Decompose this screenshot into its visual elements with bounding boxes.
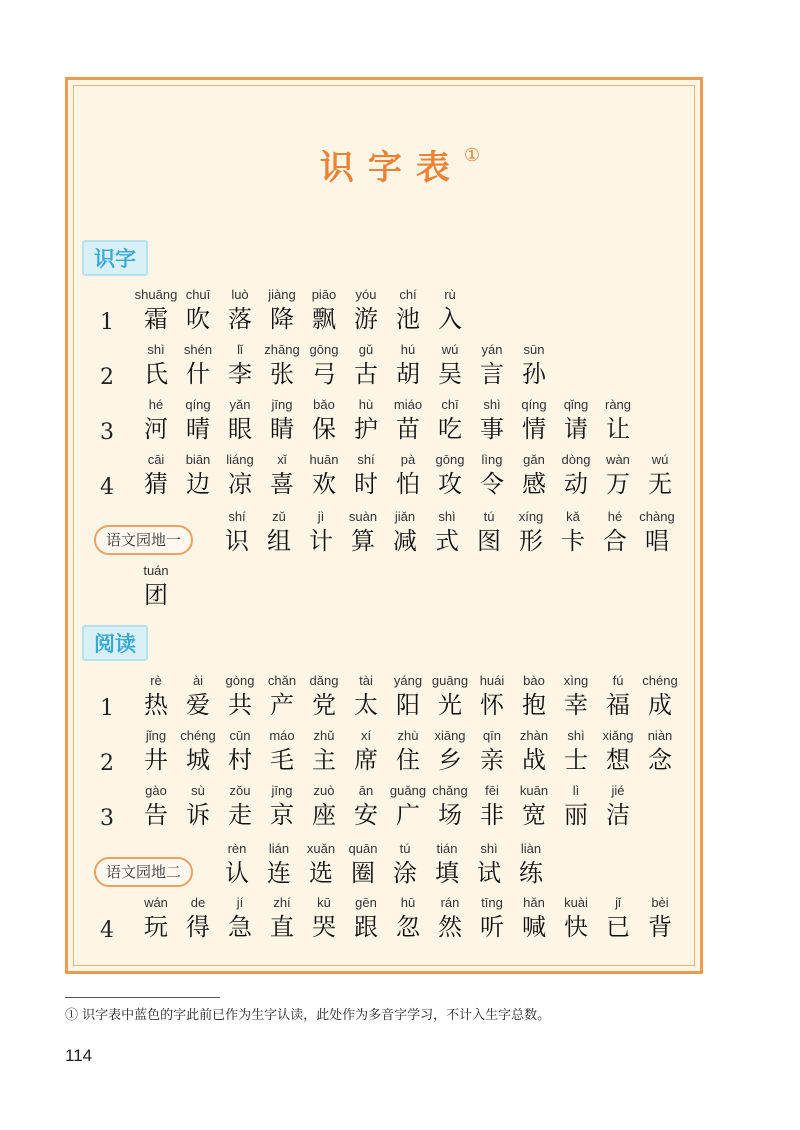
pinyin: chàng	[639, 509, 675, 524]
row-number: 4	[100, 918, 114, 943]
character-cell	[630, 727, 690, 775]
pinyin: yǎn	[229, 397, 251, 412]
hanzi: 走	[228, 801, 252, 829]
pinyin: qíng	[185, 397, 211, 412]
pinyin: sù	[191, 783, 205, 798]
pinyin: chéng	[642, 673, 678, 688]
hanzi: 党	[312, 691, 336, 719]
pinyin: fú	[612, 673, 624, 688]
hanzi: 快	[564, 913, 588, 941]
pinyin: huān	[309, 452, 339, 467]
hanzi: 太	[354, 691, 378, 719]
hanzi: 李	[228, 360, 252, 388]
pinyin: chéng	[180, 728, 216, 743]
hanzi: 洁	[606, 801, 630, 829]
pinyin: shì	[480, 841, 498, 856]
hanzi: 背	[648, 913, 672, 941]
hanzi: 涂	[393, 859, 417, 887]
pinyin: hū	[400, 895, 416, 910]
pinyin: chǎn	[267, 673, 297, 688]
hanzi: 丽	[564, 801, 588, 829]
pinyin: rán	[440, 895, 460, 910]
hanzi: 孙	[522, 360, 546, 388]
pinyin: rè	[150, 673, 162, 688]
row-number: 4	[100, 475, 114, 500]
pinyin: jiàng	[268, 287, 296, 302]
pinyin: tián	[436, 841, 458, 856]
pinyin: miáo	[393, 397, 423, 412]
hanzi: 令	[480, 470, 504, 498]
pinyin: jié	[611, 783, 625, 798]
pinyin: jīng	[271, 397, 293, 412]
hanzi: 弓	[312, 360, 336, 388]
hanzi: 成	[648, 691, 672, 719]
pinyin: lì	[572, 783, 580, 798]
pinyin: tuán	[143, 563, 169, 578]
pinyin: chī	[441, 397, 459, 412]
pinyin: qīn	[482, 728, 502, 743]
pinyin: cūn	[229, 728, 251, 743]
pinyin: gēn	[355, 895, 377, 910]
hanzi: 座	[312, 801, 336, 829]
pinyin: jīng	[271, 783, 293, 798]
character-cell	[126, 562, 186, 610]
pinyin: zuò	[313, 783, 335, 798]
pinyin: chǎng	[432, 783, 468, 798]
pinyin: quān	[348, 841, 378, 856]
row-number: 2	[100, 751, 114, 776]
hanzi: 张	[270, 360, 294, 388]
hanzi: 古	[354, 360, 378, 388]
hanzi: 玩	[144, 913, 168, 941]
hanzi: 计	[309, 527, 333, 555]
hanzi: 席	[354, 746, 378, 774]
hanzi: 请	[564, 415, 588, 443]
hanzi: 跟	[354, 913, 378, 941]
pinyin: ràng	[604, 397, 632, 412]
pinyin: niàn	[647, 728, 673, 743]
hanzi: 河	[144, 415, 168, 443]
hanzi: 亲	[480, 746, 504, 774]
hanzi: 产	[270, 691, 294, 719]
section-label: 识字	[82, 240, 148, 276]
hanzi: 感	[522, 470, 546, 498]
hanzi: 让	[606, 415, 630, 443]
pinyin: tú	[399, 841, 411, 856]
page-title	[0, 140, 800, 189]
pinyin: rù	[444, 287, 456, 302]
pinyin: suàn	[348, 509, 378, 524]
hanzi: 欢	[312, 470, 336, 498]
pinyin: sūn	[523, 342, 545, 357]
hanzi: 场	[438, 801, 462, 829]
hanzi: 言	[480, 360, 504, 388]
hanzi: 安	[354, 801, 378, 829]
pinyin: tài	[359, 673, 373, 688]
hanzi: 减	[393, 527, 417, 555]
pinyin: xìng	[563, 673, 589, 688]
pinyin: shí	[357, 452, 375, 467]
hanzi: 主	[312, 746, 336, 774]
hanzi: 降	[270, 305, 294, 333]
hanzi: 共	[228, 691, 252, 719]
pinyin: shuāng	[134, 287, 178, 302]
hanzi: 氏	[144, 360, 168, 388]
hanzi: 非	[480, 801, 504, 829]
pinyin: wán	[144, 895, 168, 910]
hanzi: 喊	[522, 913, 546, 941]
pinyin: dòng	[561, 452, 591, 467]
hanzi: 幸	[564, 691, 588, 719]
pinyin: rèn	[227, 841, 247, 856]
pinyin: tīng	[481, 895, 503, 910]
pinyin: jì	[317, 509, 325, 524]
hanzi: 什	[186, 360, 210, 388]
pinyin: fēi	[485, 783, 499, 798]
pinyin: bèi	[651, 895, 669, 910]
hanzi: 组	[267, 527, 291, 555]
hanzi: 边	[186, 470, 210, 498]
character-cell	[420, 286, 480, 334]
pinyin: shì	[567, 728, 585, 743]
title-footnote-mark: ①	[463, 144, 481, 166]
hanzi: 住	[396, 746, 420, 774]
hanzi: 形	[519, 527, 543, 555]
row-number: 1	[100, 310, 114, 335]
hanzi: 乡	[438, 746, 462, 774]
hanzi: 光	[438, 691, 462, 719]
hanzi: 情	[522, 415, 546, 443]
hanzi: 战	[522, 746, 546, 774]
pinyin: zǒu	[229, 783, 251, 798]
hanzi: 喜	[270, 470, 294, 498]
pinyin: gǔ	[358, 342, 374, 357]
hanzi: 急	[228, 913, 252, 941]
character-cell	[588, 782, 648, 830]
pinyin: gào	[145, 783, 167, 798]
hanzi: 式	[435, 527, 459, 555]
hanzi: 村	[228, 746, 252, 774]
character-cell	[501, 840, 561, 888]
pinyin: zhǔ	[313, 728, 335, 743]
pinyin: máo	[269, 728, 295, 743]
pinyin: shén	[183, 342, 213, 357]
hanzi: 苗	[396, 415, 420, 443]
pinyin: xí	[360, 728, 372, 743]
pinyin: huái	[479, 673, 505, 688]
hanzi: 动	[564, 470, 588, 498]
pinyin: hǎn	[523, 895, 545, 910]
hanzi: 猜	[144, 470, 168, 498]
pinyin: hé	[148, 397, 164, 412]
row-number: 1	[100, 696, 114, 721]
hanzi: 听	[480, 913, 504, 941]
hanzi: 城	[186, 746, 210, 774]
hanzi: 井	[144, 746, 168, 774]
pinyin: xíng	[518, 509, 544, 524]
hanzi: 护	[354, 415, 378, 443]
pinyin: hù	[358, 397, 374, 412]
pinyin: ài	[192, 673, 204, 688]
hanzi: 唱	[645, 527, 669, 555]
pinyin: zhàn	[519, 728, 549, 743]
pinyin: gōng	[309, 342, 339, 357]
pinyin: tú	[483, 509, 495, 524]
row-number: 3	[100, 420, 114, 445]
footnote: ① 识字表中蓝色的字此前已作为生字认读，此处作为多音字学习，不计入生字总数。	[65, 1008, 551, 1023]
hanzi: 京	[270, 801, 294, 829]
pinyin: gòng	[225, 673, 255, 688]
hanzi: 告	[144, 801, 168, 829]
hanzi: 士	[564, 746, 588, 774]
hanzi: 霜	[144, 305, 168, 333]
pinyin: yán	[481, 342, 503, 357]
character-cell	[630, 894, 690, 942]
hanzi: 试	[477, 859, 501, 887]
hanzi: 飘	[312, 305, 336, 333]
pinyin: shì	[147, 342, 165, 357]
hanzi: 宽	[522, 801, 546, 829]
hanzi: 入	[438, 305, 462, 333]
pinyin: xuǎn	[306, 841, 336, 856]
hanzi: 念	[648, 746, 672, 774]
pinyin: liàn	[520, 841, 542, 856]
hanzi: 爱	[186, 691, 210, 719]
character-cell	[630, 672, 690, 720]
hanzi: 吃	[438, 415, 462, 443]
character-cell	[504, 341, 564, 389]
pinyin: gōng	[435, 452, 465, 467]
hanzi: 保	[312, 415, 336, 443]
pinyin: guǎng	[389, 783, 427, 798]
pinyin: luò	[231, 287, 249, 302]
hanzi: 胡	[396, 360, 420, 388]
pinyin: lián	[268, 841, 290, 856]
hanzi: 吴	[438, 360, 462, 388]
pinyin: jǐng	[145, 728, 167, 743]
pinyin: wú	[441, 342, 459, 357]
pinyin: zhāng	[264, 342, 300, 357]
pinyin: bǎo	[313, 397, 335, 412]
hanzi: 游	[354, 305, 378, 333]
hanzi: 阳	[396, 691, 420, 719]
yuwen-garden-label: 语文园地二	[94, 857, 193, 887]
hanzi: 卡	[561, 527, 585, 555]
hanzi: 毛	[270, 746, 294, 774]
pinyin: zǔ	[272, 509, 286, 524]
hanzi: 直	[270, 913, 294, 941]
pinyin: gǎn	[523, 452, 545, 467]
row-number: 2	[100, 365, 114, 390]
hanzi: 睛	[270, 415, 294, 443]
page-number: 114	[65, 1046, 93, 1065]
hanzi: 合	[603, 527, 627, 555]
hanzi: 已	[606, 913, 630, 941]
pinyin: bào	[523, 673, 545, 688]
hanzi: 识	[225, 527, 249, 555]
pinyin: shì	[483, 397, 501, 412]
hanzi: 选	[309, 859, 333, 887]
yuwen-garden-label: 语文园地一	[94, 525, 193, 555]
pinyin: guāng	[431, 673, 469, 688]
title-text: 识字表	[319, 148, 464, 188]
hanzi: 福	[606, 691, 630, 719]
hanzi: 吹	[186, 305, 210, 333]
pinyin: ān	[358, 783, 374, 798]
pinyin: chuī	[185, 287, 211, 302]
pinyin: jí	[236, 895, 244, 910]
character-cell	[588, 396, 648, 444]
hanzi: 广	[396, 801, 420, 829]
pinyin: kū	[317, 895, 331, 910]
character-cell	[630, 451, 690, 499]
character-cell	[627, 508, 687, 556]
hanzi: 池	[396, 305, 420, 333]
pinyin: kǎ	[566, 509, 580, 524]
footnote-divider	[65, 997, 220, 998]
hanzi: 抱	[522, 691, 546, 719]
pinyin: xiāng	[434, 728, 466, 743]
hanzi: 时	[354, 470, 378, 498]
pinyin: zhù	[397, 728, 419, 743]
pinyin: wàn	[606, 452, 630, 467]
hanzi: 凉	[228, 470, 252, 498]
pinyin: piāo	[311, 287, 337, 302]
pinyin: dǎng	[309, 673, 339, 688]
hanzi: 怀	[480, 691, 504, 719]
hanzi: 攻	[438, 470, 462, 498]
pinyin: lǐ	[237, 342, 243, 357]
hanzi: 得	[186, 913, 210, 941]
pinyin: cāi	[147, 452, 165, 467]
row-number: 3	[100, 806, 114, 831]
pinyin: de	[190, 895, 206, 910]
pinyin: chí	[399, 287, 417, 302]
hanzi: 填	[435, 859, 459, 887]
pinyin: jǐ	[615, 895, 621, 910]
pinyin: jiǎn	[394, 509, 416, 524]
pinyin: qíng	[521, 397, 547, 412]
hanzi: 落	[228, 305, 252, 333]
hanzi: 眼	[228, 415, 252, 443]
pinyin: wú	[651, 452, 669, 467]
pinyin: biān	[185, 452, 211, 467]
hanzi: 然	[438, 913, 462, 941]
pinyin: liáng	[226, 452, 254, 467]
hanzi: 事	[480, 415, 504, 443]
hanzi: 团	[144, 581, 168, 609]
pinyin: yóu	[355, 287, 377, 302]
hanzi: 热	[144, 691, 168, 719]
hanzi: 无	[648, 470, 672, 498]
hanzi: 忽	[396, 913, 420, 941]
pinyin: kuài	[564, 895, 588, 910]
pinyin: hú	[400, 342, 416, 357]
hanzi: 认	[225, 859, 249, 887]
pinyin: xǐ	[277, 452, 287, 467]
pinyin: yáng	[393, 673, 423, 688]
section-label: 阅读	[82, 625, 148, 661]
pinyin: shì	[438, 509, 456, 524]
hanzi: 练	[519, 859, 543, 887]
pinyin: lìng	[481, 452, 503, 467]
hanzi: 圈	[351, 859, 375, 887]
hanzi: 晴	[186, 415, 210, 443]
hanzi: 连	[267, 859, 291, 887]
pinyin: hé	[607, 509, 623, 524]
hanzi: 想	[606, 746, 630, 774]
hanzi: 诉	[186, 801, 210, 829]
pinyin: kuān	[519, 783, 549, 798]
hanzi: 算	[351, 527, 375, 555]
pinyin: xiǎng	[602, 728, 634, 743]
hanzi: 万	[606, 470, 630, 498]
hanzi: 怕	[396, 470, 420, 498]
pinyin: pà	[400, 452, 416, 467]
hanzi: 哭	[312, 913, 336, 941]
pinyin: zhí	[273, 895, 291, 910]
pinyin: shí	[228, 509, 246, 524]
hanzi: 图	[477, 527, 501, 555]
pinyin: qǐng	[563, 397, 589, 412]
